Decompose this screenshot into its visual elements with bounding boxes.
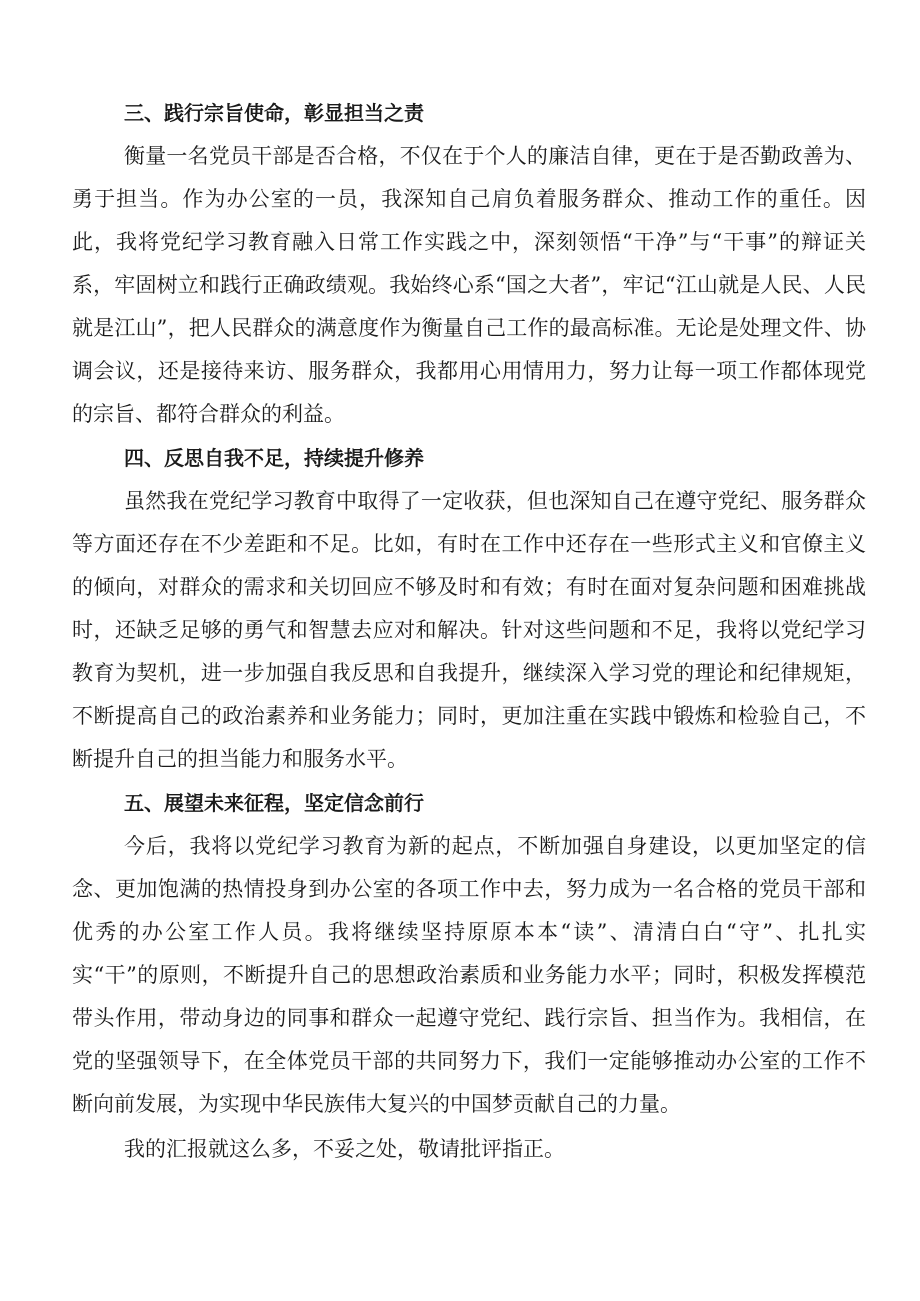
section-heading-3: 三、践行宗旨使命，彰显担当之责 — [124, 101, 424, 125]
section-paragraph-4: 虽然我在党纪学习教育中取得了一定收获，但也深知自己在遵守党纪、服务群众等方面还存在不少差距和不足。比如，有时在工作中还存在一些形式主义和官僚主义的倾向，对群众的需求和关切回应不够及时和有效；有时在面对复杂问题和困难挑战时，还缺乏足够的勇气和智慧去应对和解决。针对这些问题和不足，我将以党纪学习教育为契机，进一步加强自我反思和自我提升，继续深入学习党的理论和纪律规矩，不断提高自己的政治素养和业务能力；同时，更加注重在实践中锻炼和检验自己，不断提升自己的担当能力和服务水平。 — [72, 489, 866, 771]
section-heading-5: 五、展望未来征程，坚定信念前行 — [124, 791, 424, 815]
section-paragraph-3: 衡量一名党员干部是否合格，不仅在于个人的廉洁自律，更在于是否勤政善为、勇于担当。作为办公室的一员，我深知自己肩负着服务群众、推动工作的重任。因此，我将党纪学习教育融入日常工作实践之中，深刻领悟“干净”与“干事”的辩证关系，牢固树立和践行正确政绩观。我始终心系“国之大者”，牢记“江山就是人民、人民就是江山”，把人民群众的满意度作为衡量自己工作的最高标准。无论是处理文件、协调会议，还是接待来访、服务群众，我都用心用情用力，努力让每一项工作都体现党的宗旨、都符合群众的利益。 — [72, 144, 866, 426]
closing-remark: 我的汇报就这么多，不妥之处，敬请批评指正。 — [124, 1137, 565, 1161]
document-body — [72, 91, 866, 1171]
section-paragraph-5: 今后，我将以党纪学习教育为新的起点，不断加强自身建设，以更加坚定的信念、更加饱满的热情投身到办公室的各项工作中去，努力成为一名合格的党员干部和优秀的办公室工作人员。我将继续坚持原原本本“读”、清清白白“守”、扎扎实实“干”的原则，不断提升自己的思想政治素质和业务能力水平；同时，积极发挥模范带头作用，带动身边的同事和群众一起遵守党纪、践行宗旨、担当作为。我相信，在党的坚强领导下，在全体党员干部的共同努力下，我们一定能够推动办公室的工作不断向前发展，为实现中华民族伟大复兴的中国梦贡献自己的力量。 — [72, 834, 866, 1116]
section-heading-4: 四、反思自我不足，持续提升修养 — [124, 446, 424, 470]
